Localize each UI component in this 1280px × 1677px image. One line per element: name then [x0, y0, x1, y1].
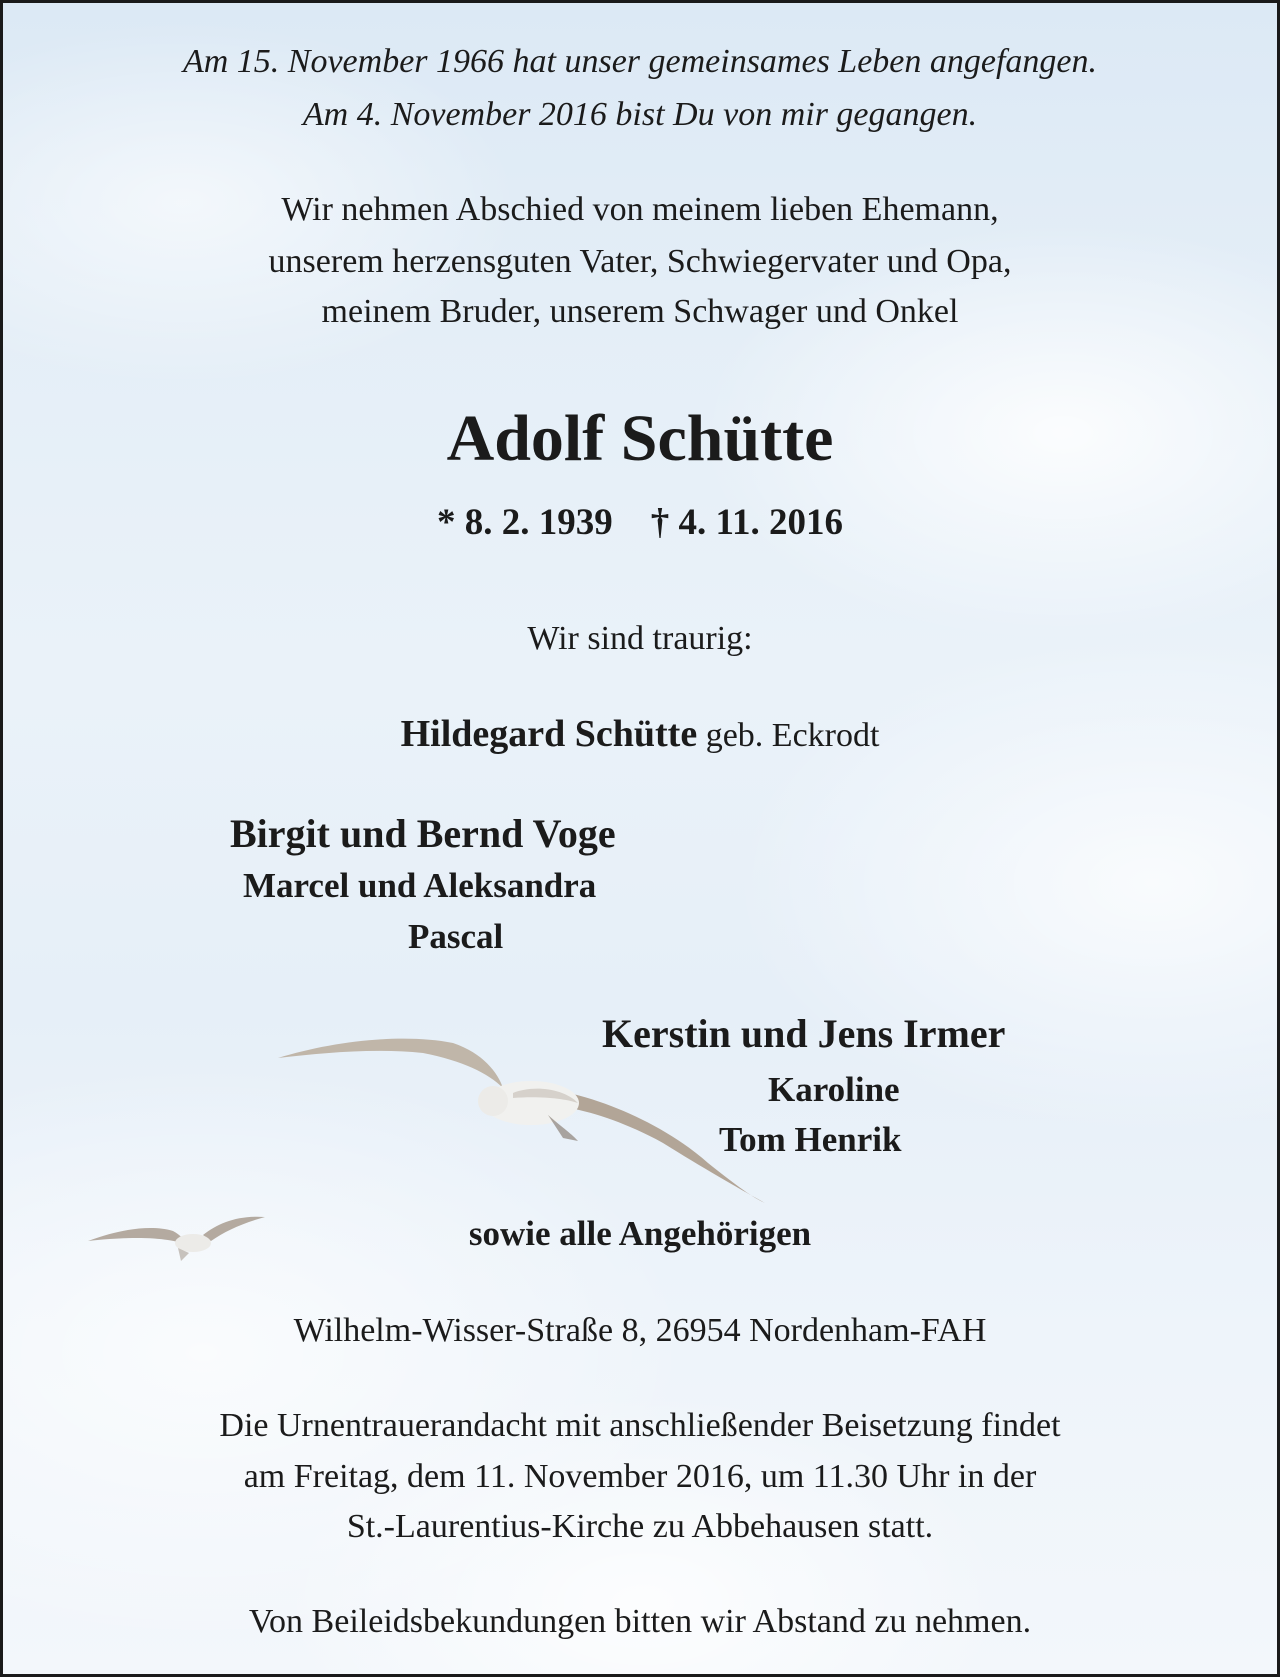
address: Wilhelm-Wisser-Straße 8, 26954 Nordenham-FAH	[293, 1312, 987, 1349]
deceased-name: Adolf Schütte	[446, 402, 834, 475]
death-date: † 4. 11. 2016	[650, 502, 843, 543]
family-irmer-main: Kerstin und Jens Irmer	[602, 1011, 1006, 1056]
family-voge-main: Birgit und Bernd Voge	[230, 811, 616, 856]
family-irmer-sub-1: Karoline	[768, 1070, 900, 1109]
large-seagull	[278, 1039, 765, 1203]
farewell-line-1: Wir nehmen Abschied von meinem lieben Ehemann,	[281, 191, 999, 228]
service-line-3: St.-Laurentius-Kirche zu Abbehausen statt.	[346, 1508, 934, 1545]
all-relatives: sowie alle Angehörigen	[468, 1214, 812, 1253]
closing-note: Von Beileidsbekundungen bitten wir Abstand zu nehmen.	[248, 1603, 1032, 1640]
service-line-1: Die Urnentrauerandacht mit anschließender Beisetzung findet	[219, 1407, 1061, 1444]
intro-line-2: Am 4. November 2016 bist Du von mir gegangen.	[302, 96, 978, 133]
farewell-line-3: meinem Bruder, unserem Schwager und Onkel	[321, 293, 959, 330]
life-dates	[3, 499, 1277, 547]
mourners-heading: Wir sind traurig:	[527, 620, 753, 657]
intro-line-1: Am 15. November 1966 hat unser gemeinsames Leben angefangen.	[182, 43, 1098, 80]
family-voge-sub-1: Marcel und Aleksandra	[243, 866, 597, 905]
widow-maiden-name: geb. Eckrodt	[705, 717, 880, 754]
family-irmer-sub-2: Tom Henrik	[719, 1120, 902, 1159]
birth-date: * 8. 2. 1939	[437, 502, 613, 543]
widow-line	[3, 710, 1277, 760]
widow-name: Hildegard Schütte	[400, 713, 698, 755]
family-voge-sub-2: Pascal	[408, 917, 504, 956]
service-line-2: am Freitag, dem 11. November 2016, um 11.30 Uhr in der	[243, 1458, 1037, 1495]
farewell-line-2: unserem herzensguten Vater, Schwiegervater und Opa,	[268, 243, 1012, 280]
